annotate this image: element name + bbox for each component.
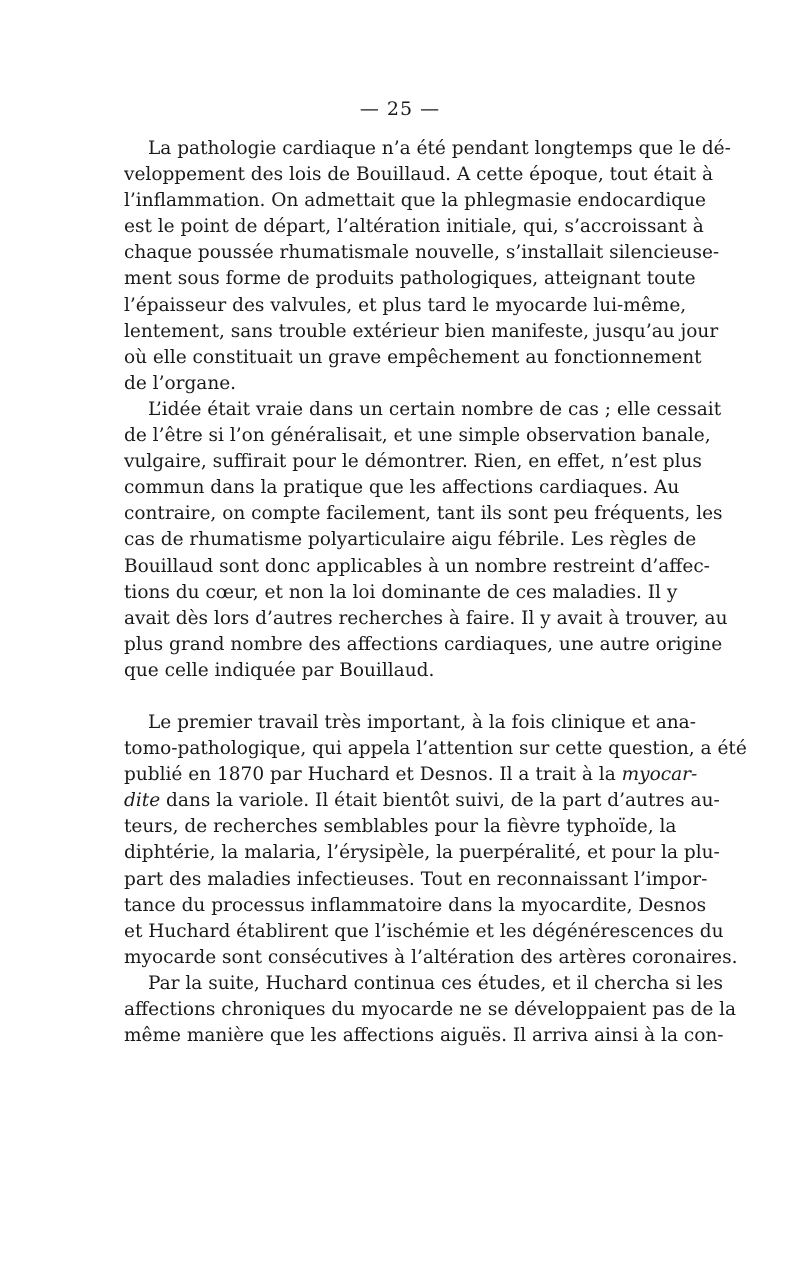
text-line: tance du processus inflammatoire dans la myocardite, Desnos bbox=[124, 894, 707, 916]
text-line: et Huchard établirent que l’ischémie et les dégénérescences du bbox=[124, 920, 724, 942]
paragraph-block-2 bbox=[124, 710, 747, 1049]
text-line: cas de rhumatisme polyarticulaire aigu fébrile. Les règles de bbox=[124, 529, 697, 551]
text-line: de l’organe. bbox=[124, 372, 237, 394]
text-line: lentement, sans trouble extérieur bien manifeste, jusqu’au jour bbox=[124, 320, 719, 342]
text-line: avait dès lors d’autres recherches à faire. Il y avait à trouver, au bbox=[124, 607, 728, 629]
text-line: Par la suite, Huchard continua ces études, et il chercha si les bbox=[148, 972, 723, 994]
text-line: veloppement des lois de Bouillaud. A cette époque, tout était à bbox=[124, 164, 714, 186]
text-line: affections chroniques du myocarde ne se développaient pas de la bbox=[124, 999, 737, 1021]
text-line: Bouillaud sont donc applicables à un nombre restreint d’affec- bbox=[124, 555, 710, 577]
text-segment: publié en 1870 par Huchard et Desnos. Il a trait à la bbox=[124, 764, 616, 786]
text-segment: dans la variole. Il était bientôt suivi, de la part d’autres au- bbox=[166, 790, 720, 812]
text-line: myocarde sont consécutives à l’altération des artères coronaires. bbox=[124, 946, 738, 968]
text-line: où elle constituait un grave empêchement au fonctionnement bbox=[124, 346, 702, 368]
text-line: vulgaire, suffirait pour le démontrer. Rien, en effet, n’est plus bbox=[124, 451, 702, 473]
text-line: part des maladies infectieuses. Tout en reconnaissant l’impor- bbox=[124, 868, 708, 890]
text-line: Le premier travail très important, à la fois clinique et ana- bbox=[148, 712, 696, 733]
italic-term: myocar- bbox=[621, 764, 698, 786]
text-line: l’épaisseur des valvules, et plus tard le myocarde lui-même, bbox=[124, 294, 687, 316]
text-line: L’idée était vraie dans un certain nombre de cas ; elle cessait bbox=[148, 398, 722, 420]
text-line: diphtérie, la malaria, l’érysipèle, la puerpéralité, et pour la plu- bbox=[124, 842, 720, 864]
page-number: — 25 — bbox=[359, 98, 441, 120]
text-line: plus grand nombre des affections cardiaques, une autre origine bbox=[124, 633, 723, 655]
text-line bbox=[124, 762, 698, 788]
text-line: de l’être si l’on généralisait, et une simple observation banale, bbox=[124, 425, 711, 447]
text-line: tions du cœur, et non la loi dominante de ces maladies. Il y bbox=[124, 581, 678, 603]
text-line: chaque poussée rhumatismale nouvelle, s’installait silencieuse- bbox=[124, 242, 720, 264]
text-line: commun dans la pratique que les affections cardiaques. Au bbox=[124, 477, 680, 499]
text-line: que celle indiquée par Bouillaud. bbox=[124, 659, 435, 681]
italic-term: dite bbox=[124, 790, 161, 812]
text-line: La pathologie cardiaque n’a été pendant longtemps que le dé- bbox=[148, 138, 731, 159]
text-line: même manière que les affections aiguës. Il arriva ainsi à la con- bbox=[124, 1025, 724, 1047]
text-line bbox=[124, 788, 720, 814]
text-line: ment sous forme de produits pathologiques, atteignant toute bbox=[124, 268, 696, 290]
text-line: teurs, de recherches semblables pour la fièvre typhoïde, la bbox=[124, 816, 677, 838]
paragraph-block-1 bbox=[124, 136, 731, 684]
text-line: contraire, on compte facilement, tant ils sont peu fréquents, les bbox=[124, 503, 723, 525]
text-line: l’inflammation. On admettait que la phlegmasie endocardique bbox=[124, 190, 706, 212]
text-line: tomo-pathologique, qui appela l’attention sur cette question, a été bbox=[124, 738, 747, 760]
text-line: est le point de départ, l’altération initiale, qui, s’accroissant à bbox=[124, 216, 704, 238]
